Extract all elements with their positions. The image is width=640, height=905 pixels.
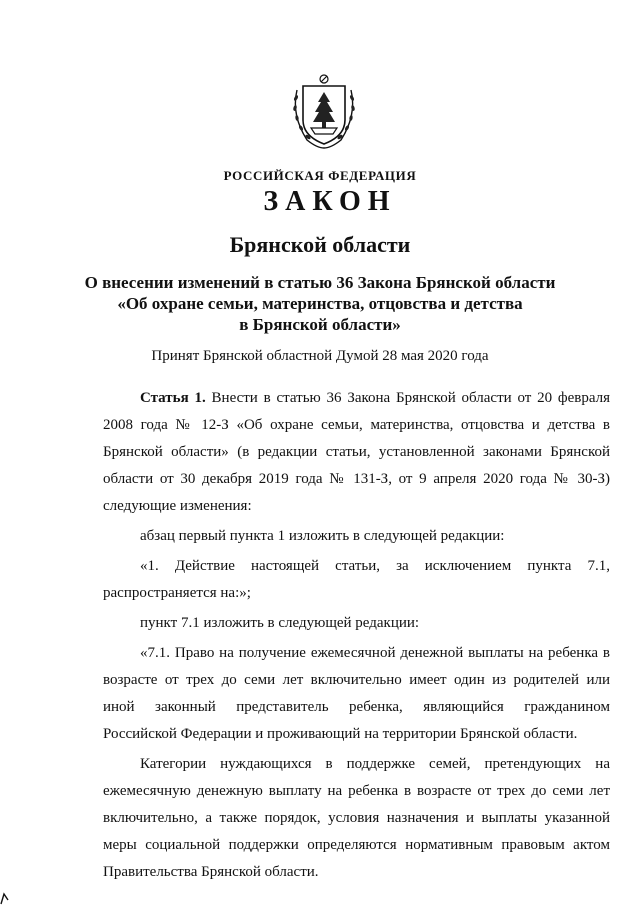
bryansk-coat-of-arms-icon — [289, 70, 359, 150]
paragraph-line: «1. Действие настоящей статьи, за исключением пункта 7.1, — [140, 558, 610, 574]
paragraph-line: Правительства Брянской области. — [103, 864, 319, 880]
country-name: РОССИЙСКАЯ ФЕДЕРАЦИЯ — [223, 168, 417, 183]
paragraph-line: Брянской области» (в редакции статьи, установленной законами Брянской — [103, 444, 610, 460]
paragraph-line: распространяется на:»; — [103, 585, 251, 601]
paragraph-line: ежемесячную денежную выплату на ребенка в возрасте от трех до семи лет — [103, 783, 610, 799]
article-label: Статья 1. — [140, 390, 206, 406]
subject-line: в Брянской области» — [239, 315, 401, 334]
scan-corner-mark — [0, 890, 12, 905]
article-text: Внести в статью 36 Закона Брянской области от 20 февраля — [205, 390, 610, 406]
paragraph-line: возрасте от трех до семи лет включительно имеет один из родителей или — [103, 672, 610, 688]
paragraph-line: пункт 7.1 изложить в следующей редакции: — [140, 615, 420, 631]
article-body — [103, 385, 610, 886]
paragraph-line: иной законный представитель ребенка, являющийся гражданином — [103, 699, 610, 715]
paragraph-line: следующие изменения: — [103, 498, 252, 514]
paragraph-line — [103, 385, 610, 412]
subject-line: «Об охране семьи, материнства, отцовства и детства — [117, 294, 523, 313]
document-type: ЗАКОН — [263, 186, 397, 217]
paragraph-line: включительно, а также порядок, условия назначения и выплаты указанной — [103, 810, 610, 826]
law-subject — [0, 272, 640, 335]
adoption-note: Принят Брянской областной Думой 28 мая 2020 года — [151, 348, 489, 364]
subject-line: О внесении изменений в статью 36 Закона Брянской области — [84, 273, 556, 292]
paragraph-line: Российской Федерации и проживающий на территории Брянской области. — [103, 726, 578, 742]
region-name: Брянской области — [229, 232, 411, 257]
paragraph-line: абзац первый пункта 1 изложить в следующей редакции: — [140, 528, 505, 544]
paragraph-line: области от 30 декабря 2019 года № 131-З, от 9 апреля 2020 года № 30-З) — [103, 471, 610, 487]
paragraph-line: меры социальной поддержки определяются нормативным правовым актом — [103, 837, 610, 853]
paragraph-line: Категории нуждающихся в поддержке семей, претендующих на — [140, 756, 610, 772]
paragraph-line: «7.1. Право на получение ежемесячной денежной выплаты на ребенка в — [140, 645, 610, 661]
paragraph-line: 2008 года № 12-З «Об охране семьи, материнства, отцовства и детства в — [103, 417, 610, 433]
